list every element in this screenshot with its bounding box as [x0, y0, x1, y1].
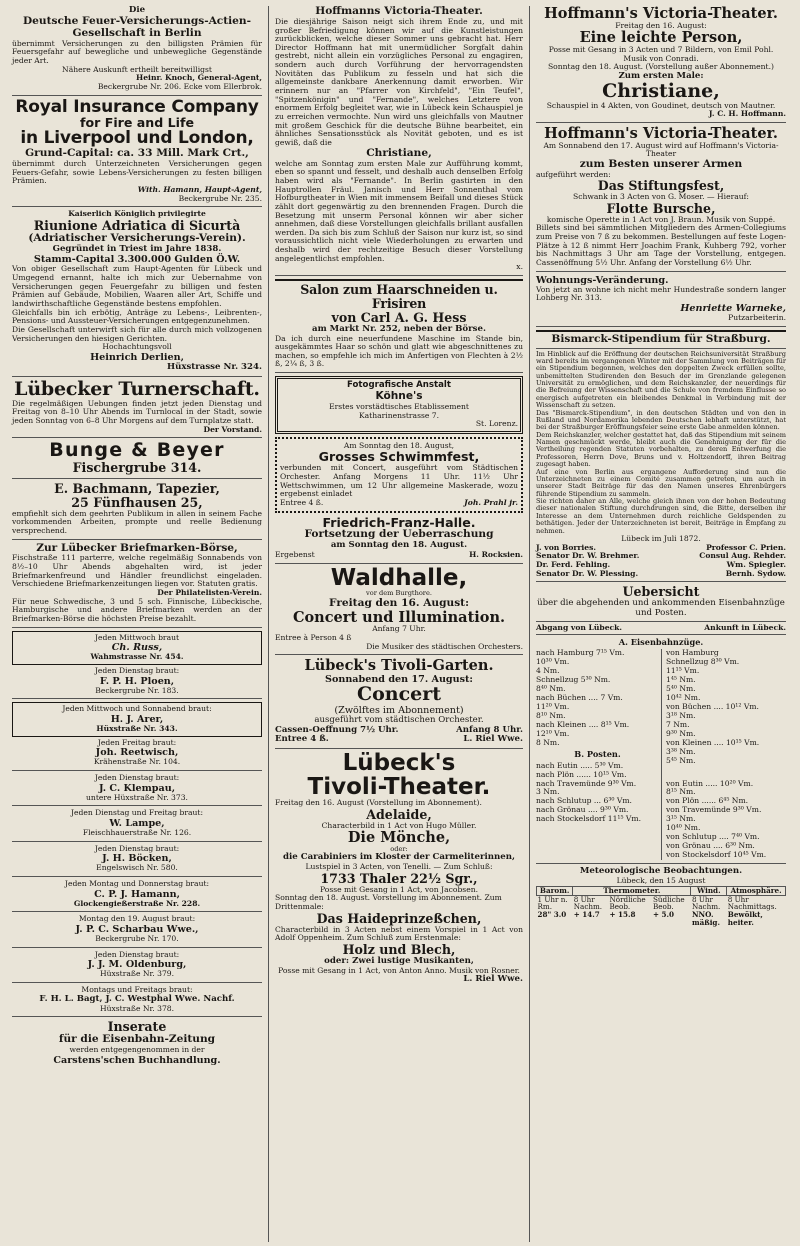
timetable-entry: 5⁴⁵ Nm. [666, 755, 696, 765]
ad-play: Adelaide, [366, 806, 432, 822]
committee-member: Dr. Ferd. Fehling. [536, 559, 611, 569]
ad-victoria-theater-3 [536, 126, 786, 272]
ad-waldhalle [275, 564, 523, 655]
brewer-address: untere Hüxstraße Nr. 373. [86, 792, 188, 802]
timetable-entry: von Eutin ..... 10²⁰ Vm. [666, 778, 754, 788]
article-body: welche am Sonntag zum ersten Male zur Aufführung kommt, eben so spannt und fesselt, und deshalb auch denselben Erfolg haben wird als "Fernande". In Berlin gastirten in den Hauptrollen Fräul. Janisch und Herr Sonnenthal vom Hofburgtheater in Wien mit immensem Beifall und dieses Stück zählt dort gegenwärtig zu den brennenden Fragen. Durch die Besetzung mit unserm Personal können wir aber sicher annehmen, daß diese Vorstellungen gleichfalls brillant ausfallen werden. Da sich bis zum Schluß der Saison nur kurz ist, so sind voraussichtlich nicht viele Wiederholungen zu erwarten und deshalb wird der rechtzeitige Besuch dieser Vorstellung angelegentlichst empfohlen. [275, 158, 523, 263]
ad-royal-insurance [12, 96, 262, 208]
brewer-when: Jeden Dienstag braut: [94, 843, 180, 853]
ad-body: Lustspiel in 3 Acten, von Tenelli. — Zum Schluß: [305, 862, 493, 872]
meteo-subheader: 8 Uhr Nachm. [691, 894, 721, 912]
ad-title: Bunge & Beyer [49, 439, 225, 462]
ad-body: Fischstraße 111 parterre, welche regelmäßig Sonnabends von 8½–10 Uhr Abends abgehalten wird, ist jeder Briefmarkenfreund und Händler freundlichst eingeladen. Verschiedene Briefmarkenzeitungen liegen vor. Statuten gratis. [12, 553, 262, 589]
timetable-entry: 10⁴² Nm. [666, 693, 701, 703]
ad-title: Hoffmann's Victoria-Theater. [544, 6, 778, 22]
timetable-entry: 3 Nm. [536, 787, 560, 797]
ad-body: Erstes vorstädtisches Etablissement [329, 401, 469, 411]
ad-signature: Putzarbeiterin. [728, 313, 786, 323]
ad-body: übernimmt durch Unterzeichneten Versicherungen gegen Feuers-Gefahr, sowie Lebens-Versicherungen zu festen billigen Prämien. [12, 158, 262, 186]
ad-body: Von jetzt an wohne ich nicht mehr Hundestraße sondern langer Lohberg Nr. 313. [536, 284, 786, 303]
ad-body: Posse mit Gesang in 3 Acten und 7 Bildern, von Emil Pohl. Musik von Conradi. [548, 44, 774, 63]
meteo-subheader: Südliche Beob. [652, 894, 685, 912]
ad-body: aufgeführt werden: [536, 169, 611, 179]
ad-title: Salon zum Haarschneiden u. Frisiren [300, 282, 498, 311]
timetable-entry: 3¹⁸ Nm. [666, 711, 696, 721]
ad-address: am Markt Nr. 252, neben der Börse. [312, 323, 486, 334]
ad-body: komische Operette in 1 Act von J. Braun. Musik von Suppé. [546, 214, 776, 224]
ad-date: Sonnabend den 17. August: [325, 673, 473, 685]
brewer-3 [12, 739, 262, 771]
ad-address: Katharinenstrasse 7. [358, 410, 440, 420]
ad-play: Holz und Blech, [342, 941, 456, 957]
ad-title: Köhne's [375, 390, 423, 402]
ad-play: Christiane, [602, 79, 720, 102]
ad-body: Von obiger Gesellschaft zum Haupt-Agenten für Lübeck und Umgegend ernannt, halte ich mich zur Uebernahme von Versicherungen gegen Feuergefahr zu billigen und festen Prämien auf Gebäude, Mobilien, Waaren aller Art, Schiffe und landwirthschaftliche Gegenstände bestens empfohlen. [12, 264, 262, 309]
brewer-name: J. H. Böcken, [102, 853, 172, 865]
article-signature: x. [516, 262, 523, 272]
committee-member: Consul Aug. Rehder. [699, 551, 786, 561]
ad-signature: Der Philatelisten-Verein. [157, 588, 262, 598]
ad-body: Schauspiel in 4 Akten, von Goudinet, deutsch von Mautner. [546, 100, 776, 110]
brewer-name: C. P. J. Hamann, [94, 888, 180, 900]
committee-member: Senator Dr. W. Plessing. [536, 568, 639, 578]
timetable-entry: 12¹⁰ Vm. [536, 729, 570, 739]
ad-play: die Carabiniers im Kloster der Carmeliterinnen, [283, 852, 515, 863]
timetable-entry: 11²⁰ Vm. [536, 702, 570, 712]
brewer-address: Hüxstraße Nr. 379. [99, 969, 175, 979]
ad-title: Lübeck's [342, 750, 456, 777]
ad-title: E. Bachmann, Tapezier, [54, 480, 220, 496]
ad-body: Dem Reichskanzler, welcher gestattet hat, daß das Stipendium mit seinem Namen geschmückt werde, bleibt auch die Genehmigung der für die Vertheilung regenden Statuten vorbehalten, zu deren Entwerfung die Professoren, Herrn Dove, Bruns und v. Holtzendorff, ihren Beitrag zugesagt haben. [536, 430, 786, 469]
meteo-subheader: 1 Uhr n. Rm. [537, 894, 568, 912]
ad-body: Posse mit Gesang in 1 Act, von Jacobsen. [319, 884, 479, 894]
ad-title: in Liverpool und London, [20, 128, 254, 149]
timetable-entry: nach Eutin ..... 5³⁰ Vm. [536, 760, 624, 770]
brewer-when: Jeden Dienstag und Freitag braut: [70, 808, 204, 818]
meteo-table [536, 867, 786, 930]
column-right [530, 6, 792, 1242]
ad-signature: Heinr. Knoch, General-Agent, [136, 73, 262, 83]
brewer-address: Engelswisch Nr. 580. [96, 863, 178, 873]
ad-play: Das Stiftungsfest, [597, 178, 725, 194]
timetable-entry: von Schlutup .... 7⁴⁰ Vm. [666, 832, 760, 842]
ad-body: Die Gesellschaft unterwirft sich für alle durch mich vollzogenen Versicherungen den hiesigen Gerichten. [12, 325, 262, 343]
brewer-name: J. C. Klempau, [98, 782, 176, 794]
timetable-entry: von Hamburg [666, 648, 719, 658]
brewer-8 [12, 915, 262, 947]
brewer-address: Fleischhauerstraße Nr. 126. [82, 828, 192, 838]
timetable-header-depart: Abgang von Lübeck. [536, 622, 623, 632]
ad-note: Zum ersten Male: [618, 70, 704, 81]
committee-member: J. von Borries. [536, 542, 597, 552]
ad-signature: Joh. Prahl jr. [464, 497, 518, 507]
brewer-name: J. P. C. Scharbau Wwe., [75, 924, 199, 936]
timetable-entry: nach Schlutup ... 6³⁰ Vm. [536, 796, 632, 806]
ad-briefmarken [12, 543, 262, 628]
timetable-entry: nach Travemünde 9³⁰ Vm. [536, 778, 637, 788]
ad-victoria-theater-2 [536, 6, 786, 123]
brewer-name: F. H. L. Bagt, J. C. Westphal Wwe. Nachf. [39, 993, 235, 1004]
ad-date: am Sonntag den 18. August. [330, 540, 468, 551]
ad-signature: L. Riel Wwe. [463, 974, 523, 985]
ad-friedrich-franz-halle [275, 516, 523, 564]
ad-body: Auf eine von Berlin aus ergangene Aufforderung sind nun die Unterzeichneten zu einem Comité zusammen getreten, um auch in unserer Stadt Beiträge für das den Namen unseres Ehrenbürgers führende Stipendium zu sammeln. [536, 467, 786, 498]
ad-title: Riunione Adriatica di Sicurtà [33, 217, 241, 233]
committee-member: Senator Dr. W. Brehmer. [536, 551, 640, 561]
ad-body: Nähere Auskunft ertheilt bereitwilligst [62, 64, 212, 74]
timetable-entry: von Kleinen .... 10¹⁵ Vm. [666, 737, 760, 747]
ad-signature: L. Riel Wwe. [463, 734, 523, 745]
ad-body: empfiehlt sich dem geehrten Publikum in allen in seinem Fache vorkommenden Arbeiten, prompte und reelle Bedienung versprechend. [12, 508, 262, 535]
ad-body: Billets sind bei sämmtlichen Mitgliedern des Armen-Collegiums zum Preise von 7 ß zu bekommen. Bestellungen auf feste Logen-Plätze à 12 ß nimmt Herr Joachim Frank, Kuhberg 792, vorher bis Nachmittags 3 Uhr am Tage der Vorstellung, entgegen. Cassenöffnung 5½ Uhr. Anfang der Vorstellung 6½ Uhr. [536, 223, 786, 267]
ad-title: zum Besten unserer Armen [579, 157, 743, 170]
brewer-address: Krähenstraße Nr. 104. [93, 757, 181, 767]
ad-deutsche-feuer [12, 6, 262, 96]
meteo-value: Bewölkt, heiter. [727, 910, 763, 928]
brewer-address: Beckergrube Nr. 183. [95, 685, 179, 695]
ad-body: Da ich durch eine neuerfundene Maschine im Stande bin, ausgekämmtes Haar so schön und glatt wie abgeschnittenes zu machen, so empfehle ich mich im Anfertigen von Flechten à 2½ ß, 2¼ ß, 3 ß. [275, 333, 523, 369]
ad-body: Carstens'schen Buchhandlung. [53, 1054, 221, 1066]
timetable-entry: von Travemünde 9³⁰ Vm. [666, 805, 762, 815]
ad-play: Eine leichte Person, [579, 29, 743, 47]
ad-address: St. Lorenz. [475, 419, 518, 429]
meteo-value: + 5.0 [652, 910, 674, 920]
meteo-title: Meteorologische Beobachtungen. [579, 866, 743, 877]
ad-price: Entree 4 ß. [275, 734, 329, 745]
timetable-entry: 8⁴⁰ Nm. [536, 684, 566, 694]
ad-body: Posse mit Gesang in 1 Act, von Anton Anno. Musik von Rosner. [278, 965, 520, 975]
ad-body: verbunden mit Concert, ausgeführt vom Städtischen Orchester. Anfang Morgens 11 Uhr. 11½ Uhr Wettschwimmen, um 12 Uhr allgemeine Maskerade, wozu ergebenst einladet [280, 463, 518, 499]
timetable-entry: nach Kleinen .... 8¹⁵ Vm. [536, 720, 630, 730]
ad-body: oder: [390, 844, 408, 853]
ad-time: Anfang 8 Uhr. [456, 724, 523, 735]
brewer-5 [12, 809, 262, 841]
ad-title: Gesellschaft in Berlin [72, 26, 202, 39]
brewer-when: Jeden Dienstag braut: [94, 666, 180, 676]
timetable-entry: nach Hamburg 7¹⁵ Vm. [536, 648, 625, 658]
ad-photo-koehne [275, 376, 523, 434]
ad-date: Am Sonntag den 18. August, [343, 440, 455, 450]
ad-body: Im Hinblick auf die Eröffnung der deutschen Reichsuniversität Straßburg ward bereits im vergangenen Winter mit der Sammlung von Beiträgen für ein Stipendium begonnen, welches den doppelten Zweck erfüllen sollte, unbemittelten Studirenden den Besuch der im Grenzlande gelegenen Universität zu ermöglichen, und dem Reichskanzler, der neuerdings für die Befreiung der Wissenschaft und die Schule von fremdem Einflusse so energisch aufgetreten ein bleibendes Denkmal in Verbindung mit der Wissenschaft zu setzen. [536, 349, 786, 410]
brewer-address: Hüxstraße Nr. 343. [96, 724, 178, 734]
timetable-entry: 11¹⁵ Vm. [666, 666, 700, 676]
brewer-address: Glockengießerstraße Nr. 228. [73, 898, 201, 908]
meteo-value: + 14.7 [573, 910, 600, 920]
timetable-section: B. Posten. [574, 748, 621, 759]
meteo-header: Atmosphäre. [727, 886, 786, 895]
timetable-entry: 9³⁰ Nm. [666, 729, 696, 739]
meteo-value: + 15.8 [609, 910, 636, 920]
ad-tivoli-garten [275, 658, 523, 749]
ad-tivoli-theater [275, 752, 523, 988]
ad-capital: Stamm-Capital 3.300.000 Gulden Ö.W. [33, 254, 241, 266]
ad-line: Kaiserlich Königlich privilegirte [68, 209, 206, 219]
timetable-entry: von Stockelsdorf 10⁴⁵ Vm. [666, 850, 767, 860]
ad-signature: Heinrich Derlien, [90, 352, 184, 364]
column-left [6, 6, 268, 1242]
brewer-1 [12, 667, 262, 699]
meteo-header: Wind. [691, 886, 727, 895]
committee-member: Professor C. Prien. [706, 542, 786, 552]
ad-closing: Hochachtungsvoll [102, 342, 172, 352]
ad-title: Wohnungs-Veränderung. [536, 274, 669, 286]
ad-title: Inserate [107, 1019, 167, 1035]
meteo-grid [536, 886, 786, 928]
ad-subtitle: vor dem Burgthore. [366, 589, 432, 598]
meteo-subheader: Nördliche Beob. [609, 894, 646, 912]
timetable-entry: 10⁴⁰ Nm. [666, 823, 701, 833]
ad-inserate [12, 1020, 262, 1068]
ad-signature: Die Musiker des städtischen Orchesters. [366, 641, 523, 651]
brewer-address: Wahmstrasse Nr. 454. [90, 652, 184, 662]
ad-address: Hüxstrasse Nr. 324. [166, 362, 262, 373]
brewer-when: Montags und Freitags braut: [81, 985, 193, 995]
ad-signature: With. Hamann, Haupt-Agent, [137, 184, 262, 194]
ad-signature: Der Vorstand. [203, 424, 262, 434]
ad-play: Flotte Bursche, [606, 200, 716, 216]
ad-date: Freitag den 16. August: [329, 596, 469, 609]
brewer-4 [12, 774, 262, 806]
ad-body: Am Sonnabend den 17. August wird auf Hoffmann's Victoria-Theater [543, 140, 779, 159]
brewer-2 [12, 702, 262, 736]
meteo-header: Barom. [537, 886, 573, 895]
column-middle [268, 6, 530, 1242]
ad-body: Für neue Schwedische, 3 und 5 sch. Finnische, Lübeckische, Hamburgische und andere Briefmarken werden an der Briefmarken-Börse die höchsten Preise bezahlt. [12, 596, 262, 624]
ad-title: (Adriatischer Versicherungs-Verein). [28, 231, 246, 244]
ad-note: (Zwölftes im Abonnement) [334, 704, 464, 716]
ad-body: ausgeführt vom städtischen Orchester. [314, 714, 484, 725]
ad-body: Die regelmäßigen Uebungen finden jetzt jeden Dienstag und Freitag von 8–10 Uhr Abends im Turnlocal in der Stadt, sowie jeden Sonntag von 6–8 Uhr Morgens auf dem Turnplatze statt. [12, 398, 262, 425]
timetable-entry: nach Grönau .... 9³⁰ Vm. [536, 805, 629, 815]
ad-signature: H. Rocksien. [469, 550, 523, 560]
ad-title: for Fire and Life [79, 115, 194, 131]
timetable-header-arrive: Ankunft in Lübeck. [704, 622, 786, 632]
ad-date: Freitag den 16. August: [615, 20, 707, 30]
ad-signature: J. C. H. Hoffmann. [708, 109, 786, 119]
timetable-entry: 7 Nm. [666, 720, 690, 730]
ad-body: oder: [324, 955, 350, 966]
ad-play: Die Mönche, [347, 829, 451, 847]
ad-title: Royal Insurance Company [15, 96, 259, 117]
ad-body: werden entgegengenommen in der [69, 1045, 205, 1054]
timetable-entry: 8 Nm. [536, 737, 560, 747]
brewer-9 [12, 951, 262, 983]
ad-bismarck-stipendium [536, 330, 786, 583]
brewer-name: F. P. H. Ploen, [99, 675, 175, 687]
timetable-section [666, 768, 786, 778]
brewer-name: Joh. Reetwisch, [95, 747, 179, 759]
ad-line: Die [128, 6, 146, 15]
ad-title: Lübecker Turnerschaft. [14, 377, 260, 400]
ad-play: Zwei lustige Musikanten, [352, 955, 474, 966]
ad-date: Lübeck im Juli 1872. [621, 533, 701, 543]
ad-time: Anfang 7 Uhr. [372, 624, 426, 634]
brewer-name: H. J. Arer, [110, 714, 164, 726]
ad-body: Sie richten daher an Alle, welche gleich ihnen von der hohen Bedeutung dieser nationalen Stiftung durchdrungen sind, die Bitte, derselben ihr Interesse an dem Unternehmen durch reichliche Geldspenden zu bethätigen. Jeder der Unterzeichneten ist bereit, Beiträge in Empfang zu nehmen. [536, 497, 786, 535]
ad-title: Bismarck-Stipendium für Straßburg. [551, 332, 771, 345]
ad-title: Friedrich-Franz-Halle. [322, 514, 476, 530]
timetable-entry: von Grönau .... 6³⁰ Nm. [666, 841, 755, 851]
ad-event: Concert und Illumination. [292, 608, 506, 626]
brewer-name: Ch. Russ, [111, 642, 163, 654]
ad-body: Characterbild in 3 Acten nebst einem Vorspiel in 1 Act von Adolf Oppenheim. Zum Schluß zum Erstenmale: [275, 924, 523, 943]
ad-title: Grosses Schwimmfest, [318, 449, 480, 465]
ad-title: Fortsetzung der Ueberraschung [304, 528, 494, 541]
ad-title: von Carl A. G. Hess [331, 309, 467, 325]
meteo-subheader: 8 Uhr Nachm. [573, 894, 603, 912]
article-play: Christiane, [366, 146, 432, 159]
timetable-entry: von Plön ...... 6⁴⁵ Nm. [666, 796, 749, 806]
ad-salon-hess [275, 279, 523, 373]
timetable-entry: 1⁴⁵ Nm. [666, 675, 696, 685]
depart-list [536, 649, 661, 860]
ad-title: Zur Lübecker Briefmarken-Börse, [36, 541, 238, 554]
ad-event: Concert [356, 682, 442, 705]
ad-body: Gleichfalls bin ich erbötig, Anträge zu Lebens-, Leibrenten-, Pensions- und Aussteuer-Versicherungen entgegenzunehmen. [12, 307, 262, 326]
meteo-value: 28" 3.0 [537, 910, 567, 920]
ad-riunione [12, 210, 262, 377]
timetable-entry: 3³⁸ Nm. [666, 746, 696, 756]
ad-body: Das "Bismarck-Stipendium", in den deutschen Städten und von den in Rußland und Nordamerika lebenden Deutschen lebhaft unterstützt, hat bei der Straßburger Eröffnungsfeier seine erste Gabe anmelden können. [536, 408, 786, 432]
ad-address: Beckergrube Nr. 206. Ecke vom Ellerbrok. [97, 81, 262, 91]
timetable-section: A. Eisenbahnzüge. [618, 637, 704, 648]
timetable-subtitle: über die abgehenden und ankommenden Eisenbahnzüge und Posten. [537, 598, 785, 618]
meteo-subtitle: Lübeck, den 15 August [616, 875, 706, 885]
timetable-entry: 8¹⁵ Nm. [666, 787, 696, 797]
ad-body: Schwank in 3 Acten von G. Moser. — Hierauf: [573, 192, 749, 202]
ad-date: Sonntag den 18. August. Vorstellung im Abonnement. Zum Drittenmale: [275, 893, 502, 912]
brewer-name: J. J. M. Oldenburg, [87, 959, 187, 971]
timetable-entry: 3¹⁵ Nm. [666, 814, 696, 824]
brewer-when: Jeden Dienstag braut: [94, 773, 180, 783]
ad-play: 1733 Thaler 22½ Sgr., [320, 870, 478, 886]
brewer-when: Jeden Dienstag braut: [94, 949, 180, 959]
timetable [536, 585, 786, 864]
article-title: Hoffmanns Victoria-Theater. [315, 6, 483, 17]
brewer-0 [12, 631, 262, 665]
ad-schwimmfest [275, 437, 523, 513]
timetable-entry: nach Plön ...... 10¹⁵ Vm. [536, 769, 627, 779]
timetable-title: Uebersicht [622, 584, 700, 600]
timetable-entry: 4 Nm. [536, 666, 560, 676]
meteo-value: NNO. mäßig. [691, 910, 720, 928]
ad-address: Beckergrube Nr. 235. [178, 193, 262, 203]
ad-date: Sonntag den 18. August. (Vorstellung außer Abonnement.) [547, 62, 774, 72]
ad-body: übernimmt Versicherungen zu den billigsten Prämien für Feuersgefahr auf bewegliche und unbewegliche Gegenstände jeder Art. [12, 38, 262, 65]
brewer-7 [12, 880, 262, 912]
timetable-entry: nach Büchen .... 7 Vm. [536, 693, 623, 703]
ad-wohnung [536, 275, 786, 327]
ad-body: Characterbild in 1 Act von Hugo Müller. [321, 820, 477, 830]
meteo-subheader: 8 Uhr Nachmittags. [727, 894, 777, 912]
timetable-entry: 5⁴⁰ Nm. [666, 684, 696, 694]
article-victoria-theater [275, 6, 523, 276]
committee-member: Wm. Spiegler. [726, 559, 786, 569]
meteo-header: Thermometer. [573, 886, 691, 895]
timetable-trains [536, 649, 786, 860]
brewer-10 [12, 986, 262, 1017]
ad-title: Tivoli-Theater. [307, 773, 491, 800]
ad-title: Waldhalle, [330, 564, 468, 591]
timetable-entry: Schnellzug 5³⁰ Nm. [536, 675, 611, 685]
ad-play: Das Haideprinzeßchen, [316, 910, 482, 926]
brewer-address: Beckergrube Nr. 170. [95, 934, 179, 944]
ad-capital: Grund-Capital: ca. 33 Mill. Mark Crt., [25, 147, 249, 160]
ad-title: Fotografische Anstalt [347, 380, 451, 391]
ad-price: Entree à Person 4 ß [275, 632, 352, 642]
timetable-entry: Schnellzug 8³⁰ Vm. [666, 657, 740, 667]
brewer-when: Jeden Mittwoch und Sonnabend braut: [62, 704, 212, 714]
ad-closing: Ergebenst [275, 550, 315, 560]
ad-time: Cassen-Oeffnung 7½ Uhr. [275, 724, 399, 735]
ad-price: Entree 4 ß. [280, 497, 324, 507]
ad-address: Fischergrube 314. [72, 460, 202, 476]
ad-title: Deutsche Feuer-Versicherungs-Actien- [22, 14, 252, 27]
brewer-address: Hüxstraße Nr. 378. [99, 1003, 175, 1013]
brewer-when: Montag den 19. August braut: [78, 914, 196, 924]
ad-title: Hoffmann's Victoria-Theater. [544, 124, 778, 142]
article-body: Die diesjährige Saison neigt sich ihrem Ende zu, und mit großer Befriedigung können wir auf die Kunstleistungen zurückblicken, welche dieser Sommer uns gebracht hat. Herr Director Hoffmann hat mit unermüdlicher Sorgfalt dahin gestrebt, nicht allein ein vorzügliches Personal zu engagiren, sondern auch durch Vorführung der hervorragendsten Novitäten das Publikum zu fesseln und hat sich die allgemeinste dankbare Anerkennung damit erworben. Wir erinnern nur an "Pfarrer von Kirchfeld", "Ein Teufel", "Spitzenkönigin" und "Fernande", welches Letztere von enormem Erfolg begleitet war, wie in Lübeck kein Schauspiel je zu erreichen vermochte. Nun wird uns gleichfalls von Mautner mit großem Geschick für die deutsche Bühne bearbeitet, ein ähnliches Sensationsstück als Novität geboten, und es ist gewiß, daß die [275, 16, 523, 148]
ad-title: für die Eisenbahn-Zeitung [58, 1033, 216, 1046]
brewer-when: Jeden Montag und Donnerstag braut: [64, 879, 210, 889]
ad-bachmann [12, 482, 262, 540]
ad-bunge-beyer [12, 441, 262, 479]
timetable-entry: nach Stockelsdorf 11¹⁵ Vm. [536, 814, 642, 824]
committee-member: Bernh. Sydow. [725, 568, 786, 578]
ad-turnerschaft [12, 377, 262, 438]
brewer-when: Jeden Freitag braut: [97, 737, 177, 747]
timetable-entry: von Büchen .... 10¹² Vm. [666, 702, 759, 712]
ad-signature: Henriette Warneke, [680, 302, 786, 314]
timetable-entry: 8¹⁰ Nm. [536, 711, 566, 721]
ad-title: Lübeck's Tivoli-Garten. [304, 657, 494, 675]
ad-line: Gegründet in Triest im Jahre 1838. [52, 243, 222, 254]
brewer-when: Jeden Mittwoch braut [94, 632, 180, 642]
ad-address: 25 Fünfhausen 25, [71, 494, 203, 510]
ad-date: Freitag den 16. August (Vorstellung im Abonnement). [275, 798, 482, 808]
brewer-name: W. Lampe, [109, 818, 165, 830]
timetable-entry: 10³⁰ Vm. [536, 657, 570, 667]
brewer-6 [12, 845, 262, 877]
arrive-list [661, 649, 786, 860]
